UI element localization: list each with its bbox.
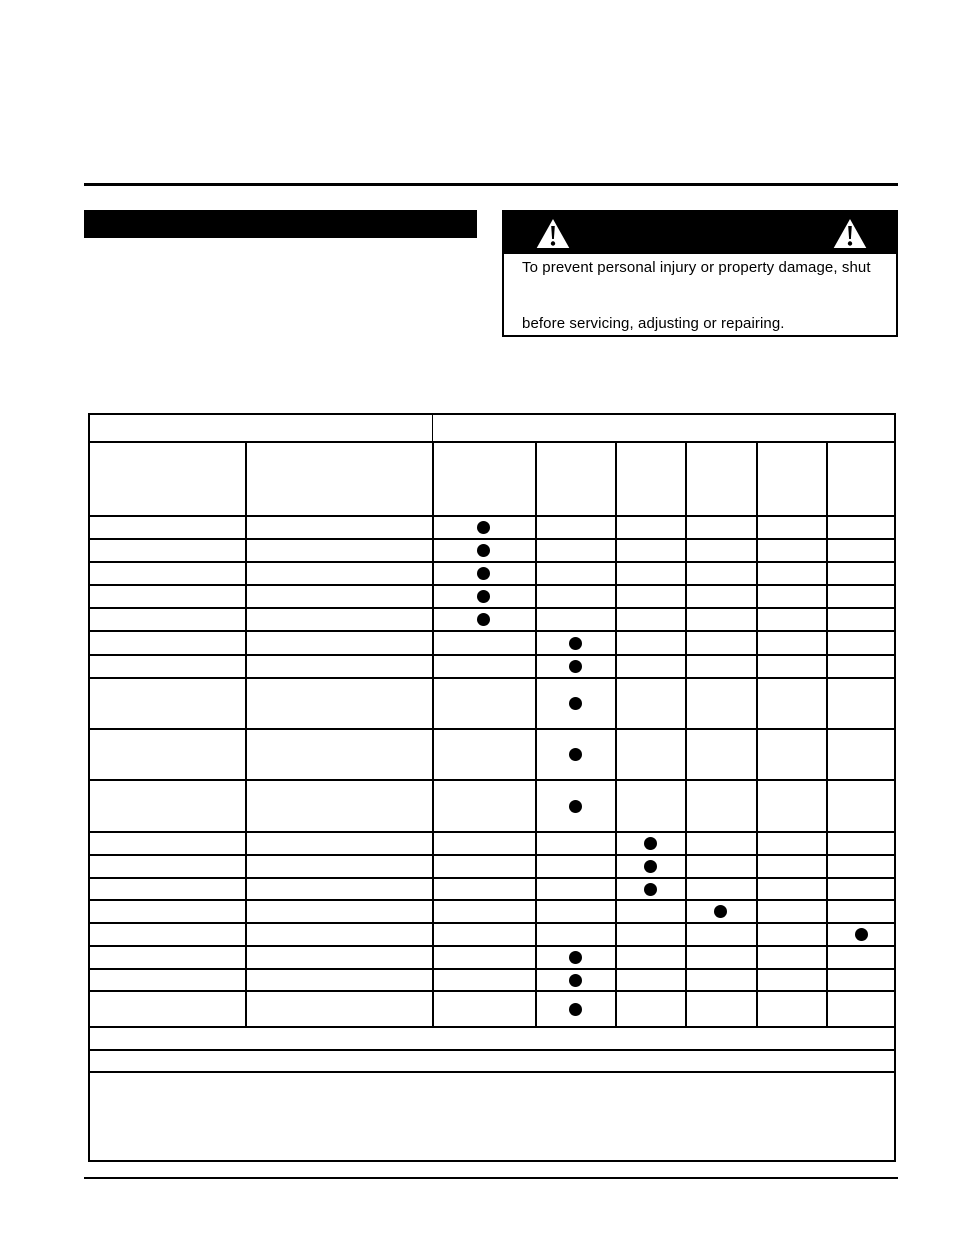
mark-dot bbox=[569, 1003, 582, 1016]
table-column-line bbox=[826, 441, 828, 1026]
table-row-line bbox=[88, 877, 896, 879]
table-row-line bbox=[88, 922, 896, 924]
mark-dot bbox=[855, 928, 868, 941]
mark-dot bbox=[569, 697, 582, 710]
mark-dot bbox=[569, 800, 582, 813]
service-table bbox=[88, 413, 896, 1162]
table-row-line bbox=[88, 630, 896, 632]
table-row-line bbox=[88, 854, 896, 856]
mark-dot bbox=[569, 660, 582, 673]
mark-dot bbox=[569, 974, 582, 987]
table-row-line bbox=[88, 1026, 896, 1028]
table-column-line bbox=[685, 441, 687, 1026]
warning-header bbox=[504, 212, 896, 254]
mark-dot bbox=[477, 567, 490, 580]
table-row-line bbox=[88, 990, 896, 992]
table-row-line bbox=[88, 677, 896, 679]
table-row-line bbox=[88, 831, 896, 833]
table-column-line bbox=[615, 441, 617, 1026]
warning-triangle-icon bbox=[533, 215, 573, 251]
table-row-line bbox=[88, 561, 896, 563]
warning-text-line-1: To prevent personal injury or property damage, shut bbox=[522, 259, 871, 276]
table-row-line bbox=[88, 1049, 896, 1051]
mark-dot bbox=[569, 951, 582, 964]
table-row-line bbox=[88, 584, 896, 586]
mark-dot bbox=[644, 837, 657, 850]
mark-dot bbox=[714, 905, 727, 918]
table-row-line bbox=[88, 441, 896, 443]
table-row-line bbox=[88, 779, 896, 781]
table-row-line bbox=[88, 899, 896, 901]
table-row-line bbox=[88, 538, 896, 540]
table-column-line bbox=[432, 441, 434, 1026]
mark-dot bbox=[644, 883, 657, 896]
mark-dot bbox=[477, 590, 490, 603]
table-row-line bbox=[88, 1071, 896, 1073]
table-column-line bbox=[432, 413, 433, 441]
table-row-line bbox=[88, 728, 896, 730]
warning-triangle-icon bbox=[830, 215, 870, 251]
warning-text-line-2: before servicing, adjusting or repairing. bbox=[522, 315, 785, 332]
mark-dot bbox=[569, 748, 582, 761]
table-row-line bbox=[88, 945, 896, 947]
section-header-bar bbox=[84, 210, 477, 238]
mark-dot bbox=[477, 613, 490, 626]
mark-dot bbox=[477, 521, 490, 534]
table-column-line bbox=[535, 441, 537, 1026]
table-row-line bbox=[88, 607, 896, 609]
mark-dot bbox=[644, 860, 657, 873]
table-row-line bbox=[88, 654, 896, 656]
table-column-line bbox=[756, 441, 758, 1026]
bottom-rule bbox=[84, 1177, 898, 1179]
mark-dot bbox=[569, 637, 582, 650]
top-rule bbox=[84, 183, 898, 186]
table-column-line bbox=[245, 441, 247, 1026]
table-row-line bbox=[88, 515, 896, 517]
table-row-line bbox=[88, 968, 896, 970]
warning-box bbox=[502, 210, 898, 337]
mark-dot bbox=[477, 544, 490, 557]
